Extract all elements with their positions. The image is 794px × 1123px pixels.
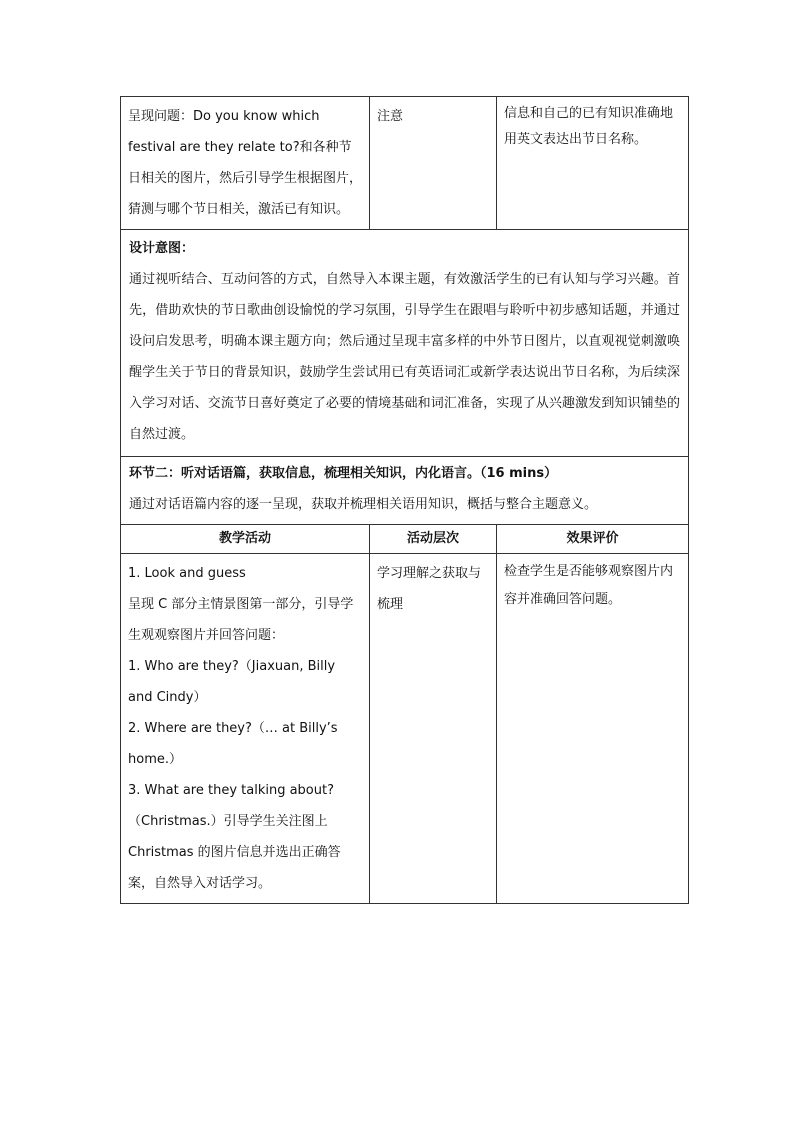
- row1-level-text: 注意: [377, 109, 404, 124]
- activity-line-2: 呈现 C 部分主情景图第一部分，引导学生观观察图片并回答问题：: [128, 597, 354, 643]
- design-intent-cell: [121, 230, 689, 457]
- activity-line-1: 1. Look and guess: [128, 566, 246, 581]
- activity-line-4: 2. Where are they?（… at Billy’s home.）: [128, 721, 338, 767]
- stage2-cell: [121, 457, 689, 525]
- activity-line-3: 1. Who are they?（Jiaxuan, Billy and Cindy）: [128, 659, 336, 705]
- design-intent-title: 设计意图：: [129, 241, 195, 256]
- table-row: [121, 230, 689, 457]
- activity-line-5: 3. What are they talking about?（Christmas.）引导学生关注图上 Christmas 的图片信息并选出正确答案，自然导入对话学习。: [128, 783, 341, 891]
- row1-activity-text: 呈现问题：Do you know which festival are they relate to?和各种节日相关的图片，然后引导学生根据图片，猜测与哪个节日相关，激活已有知识。: [128, 109, 363, 217]
- row1-evaluation-cell: [497, 97, 689, 230]
- table-row: [121, 457, 689, 525]
- row1-evaluation-text: 信息和自己的已有知识准确地用英文表达出节日名称。: [504, 106, 674, 147]
- row1-level-cell: [370, 97, 497, 230]
- header-level: 活动层次: [370, 525, 497, 554]
- stage2-body: 通过对话语篇内容的逐一呈现，获取并梳理相关语用知识，概括与整合主题意义。: [129, 497, 598, 512]
- header-activity: 教学活动: [121, 525, 370, 554]
- row1-activity-cell: [121, 97, 370, 230]
- table-row: [121, 97, 689, 230]
- activity-level-text: 学习理解之获取与梳理: [377, 566, 482, 612]
- activity-level-cell: [370, 554, 497, 904]
- activity-cell: [121, 554, 370, 904]
- table-row: [121, 525, 689, 554]
- stage2-title: 环节二：听对话语篇，获取信息，梳理相关知识，内化语言。（16 mins）: [129, 466, 558, 481]
- activity-evaluation-text: 检查学生是否能够观察图片内容并准确回答问题。: [504, 564, 674, 607]
- activity-evaluation-cell: [497, 554, 689, 904]
- design-intent-body: 通过视听结合、互动问答的方式，自然导入本课主题，有效激活学生的已有认知与学习兴趣。首先，借助欢快的节日歌曲创设愉悦的学习氛围，引导学生在跟唱与聆听中初步感知话题，并通过设问启发思考，明确本课主题方向；然后通过呈现丰富多样的中外节日图片，以直观视觉刺激唤醒学生关于节日的背景知识，鼓励学生尝试用已有英语词汇或新学表达说出节日名称，为后续深入学习对话、交流节日喜好奠定了必要的情境基础和词汇准备，实现了从兴趣激发到知识铺垫的自然过渡。: [129, 272, 680, 442]
- lesson-plan-table: [120, 96, 689, 904]
- table-row: [121, 554, 689, 904]
- header-evaluation: 效果评价: [497, 525, 689, 554]
